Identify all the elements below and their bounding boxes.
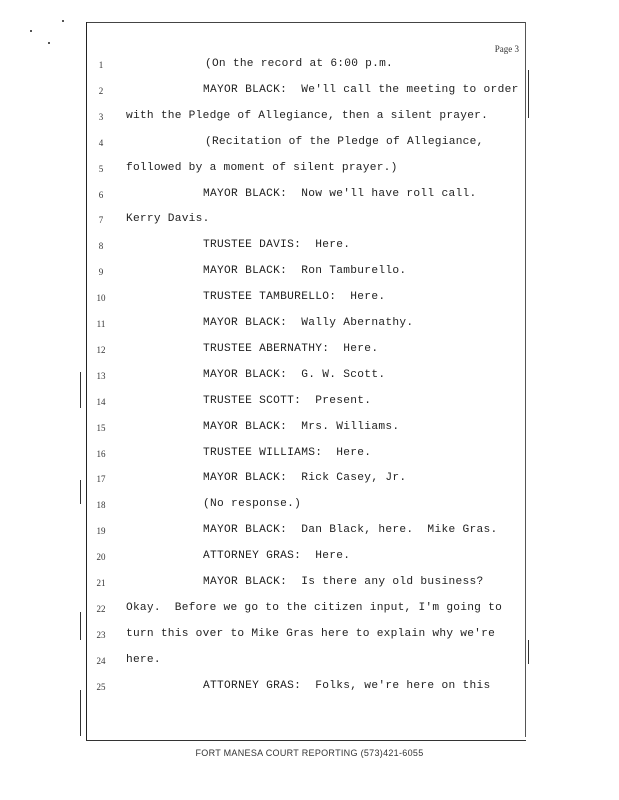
line-text: Kerry Davis. <box>126 213 210 226</box>
line-number: 17 <box>96 474 106 485</box>
transcript-line <box>0 343 619 363</box>
line-text: ATTORNEY GRAS: Here. <box>203 550 351 563</box>
transcript-line <box>0 395 619 415</box>
line-text: Okay. Before we go to the citizen input, I'm going to <box>126 601 503 614</box>
line-number: 20 <box>96 552 106 563</box>
transcript-line <box>0 472 619 492</box>
line-number: 22 <box>96 603 106 614</box>
line-text: MAYOR BLACK: G. W. Scott. <box>203 368 386 381</box>
transcript-line <box>0 550 619 570</box>
line-number: 11 <box>96 319 106 329</box>
line-text: MAYOR BLACK: Ron Tamburello. <box>203 265 407 278</box>
transcript-line <box>0 110 619 130</box>
line-text: ATTORNEY GRAS: Folks, we're here on this <box>203 679 491 692</box>
line-text: TRUSTEE DAVIS: Here. <box>203 239 351 252</box>
line-number: 1 <box>98 60 104 70</box>
line-number: 2 <box>98 85 104 96</box>
margin-mark <box>505 740 523 741</box>
scan-speck <box>30 30 32 32</box>
line-number: 9 <box>98 267 104 278</box>
line-number: 5 <box>98 163 104 174</box>
line-number: 23 <box>96 629 106 640</box>
line-text: here. <box>126 653 161 666</box>
line-number: 15 <box>96 422 106 433</box>
page-border-top <box>86 22 526 23</box>
transcript-line <box>0 421 619 441</box>
line-text: (Recitation of the Pledge of Allegiance, <box>205 135 484 148</box>
line-text: (No response.) <box>203 498 302 511</box>
scan-speck <box>62 20 64 22</box>
transcript-line <box>0 576 619 596</box>
line-text: MAYOR BLACK: Is there any old business? <box>203 576 484 588</box>
line-number: 10 <box>96 293 106 304</box>
line-text: turn this over to Mike Gras here to explain why we're <box>126 627 496 640</box>
line-number: 16 <box>96 448 106 459</box>
line-text: MAYOR BLACK: Mrs. Williams. <box>203 420 400 433</box>
line-number: 21 <box>96 578 106 588</box>
transcript-line <box>0 188 619 208</box>
line-number: 3 <box>98 111 104 122</box>
transcript-line <box>0 447 619 467</box>
line-text: MAYOR BLACK: Dan Black, here. Mike Gras. <box>203 524 498 537</box>
transcript-line <box>0 239 619 259</box>
line-number: 7 <box>98 215 104 226</box>
transcript-line <box>0 602 619 622</box>
transcript-line <box>0 213 619 233</box>
transcript-line <box>0 654 619 674</box>
scan-speck <box>48 42 50 44</box>
transcript-line <box>0 84 619 104</box>
page-border-bottom <box>86 740 526 741</box>
transcript-line <box>0 680 619 700</box>
line-text: with the Pledge of Allegiance, then a silent prayer. <box>126 109 489 122</box>
line-text: TRUSTEE WILLIAMS: Here. <box>203 446 372 459</box>
line-number: 25 <box>96 681 106 692</box>
line-number: 18 <box>96 500 106 511</box>
line-text: TRUSTEE SCOTT: Present. <box>203 394 372 407</box>
line-text: (On the record at 6:00 p.m. <box>205 58 394 70</box>
transcript-line <box>0 162 619 182</box>
line-text: MAYOR BLACK: We'll call the meeting to order <box>203 83 519 96</box>
transcript-line <box>0 265 619 285</box>
line-number: 19 <box>96 526 106 537</box>
transcript-line <box>0 369 619 389</box>
transcript-line <box>0 524 619 544</box>
court-reporter-footer: FORT MANESA COURT REPORTING (573)421-6055 <box>195 748 424 758</box>
transcript-line <box>0 317 619 337</box>
line-text: MAYOR BLACK: Wally Abernathy. <box>203 317 414 329</box>
line-number: 14 <box>96 396 106 407</box>
page-number: Page 3 <box>494 44 519 54</box>
transcript-line <box>0 498 619 518</box>
line-text: TRUSTEE TAMBURELLO: Here. <box>203 291 386 304</box>
line-number: 13 <box>96 370 106 381</box>
line-number: 12 <box>96 344 106 355</box>
line-number: 6 <box>98 189 104 200</box>
line-number: 4 <box>98 137 104 148</box>
line-text: MAYOR BLACK: Now we'll have roll call. <box>203 187 477 200</box>
line-text: MAYOR BLACK: Rick Casey, Jr. <box>203 472 407 485</box>
transcript-line <box>0 291 619 311</box>
transcript-line <box>0 136 619 156</box>
transcript-line <box>0 628 619 648</box>
line-text: followed by a moment of silent prayer.) <box>126 161 398 174</box>
line-number: 8 <box>98 241 104 252</box>
transcript-line <box>0 58 619 78</box>
line-number: 24 <box>96 655 106 666</box>
line-text: TRUSTEE ABERNATHY: Here. <box>203 342 379 355</box>
